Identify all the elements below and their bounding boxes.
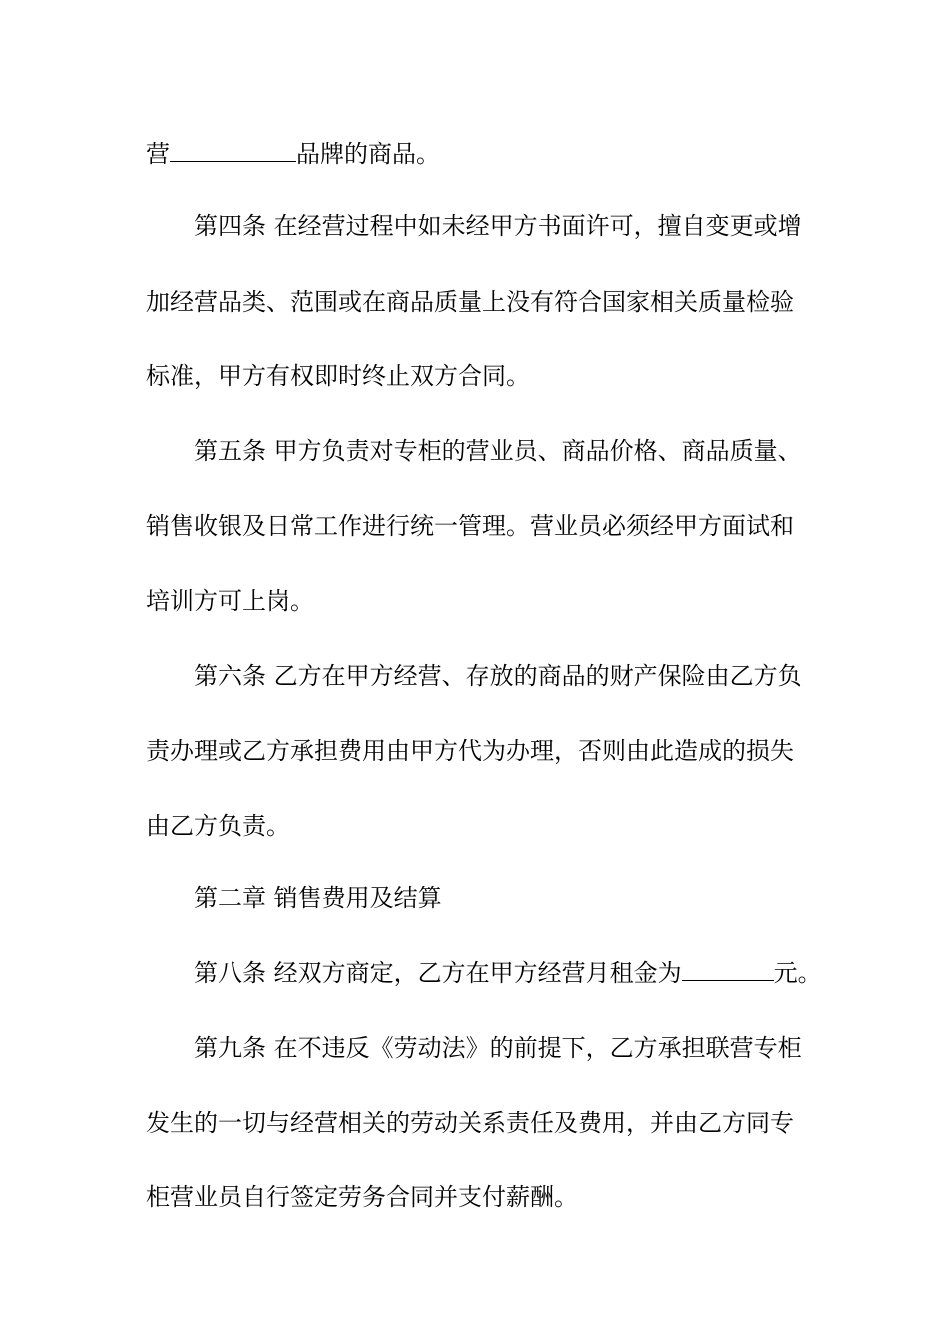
article-6-line-2: 责办理或乙方承担费用由甲方代为办理，否则由此造成的损失 <box>146 737 794 765</box>
article-5-line-1: 第五条 甲方负责对专柜的营业员、商品价格、商品质量、 <box>194 437 802 465</box>
text-line-brand <box>146 140 440 168</box>
article-9-line-2: 发生的一切与经营相关的劳动关系责任及费用，并由乙方同专 <box>146 1109 794 1137</box>
rent-prefix: 第八条 经双方商定，乙方在甲方经营月租金为 <box>194 959 682 987</box>
article-5-line-2: 销售收银及日常工作进行统一管理。营业员必须经甲方面试和 <box>146 512 794 540</box>
brand-blank <box>170 141 296 162</box>
article-4-line-2: 加经营品类、范围或在商品质量上没有符合国家相关质量检验 <box>146 288 794 316</box>
rent-blank <box>682 960 774 981</box>
article-5-line-3: 培训方可上岗。 <box>146 587 314 615</box>
article-6-line-1: 第六条 乙方在甲方经营、存放的商品的财产保险由乙方负 <box>194 662 802 690</box>
rent-suffix: 元。 <box>773 959 822 987</box>
brand-prefix: 营 <box>146 140 170 168</box>
article-6-line-3: 由乙方负责。 <box>146 812 290 840</box>
article-9-line-3: 柜营业员自行签定劳务合同并支付薪酬。 <box>146 1183 578 1211</box>
article-8-line <box>194 959 822 987</box>
chapter-2-heading: 第二章 销售费用及结算 <box>194 884 442 912</box>
article-4-line-3: 标准，甲方有权即时终止双方合同。 <box>146 362 530 390</box>
article-4-line-1: 第四条 在经营过程中如未经甲方书面许可，擅自变更或增 <box>194 212 802 240</box>
brand-suffix: 品牌的商品。 <box>296 140 440 168</box>
article-9-line-1: 第九条 在不违反《劳动法》的前提下，乙方承担联营专柜 <box>194 1034 802 1062</box>
